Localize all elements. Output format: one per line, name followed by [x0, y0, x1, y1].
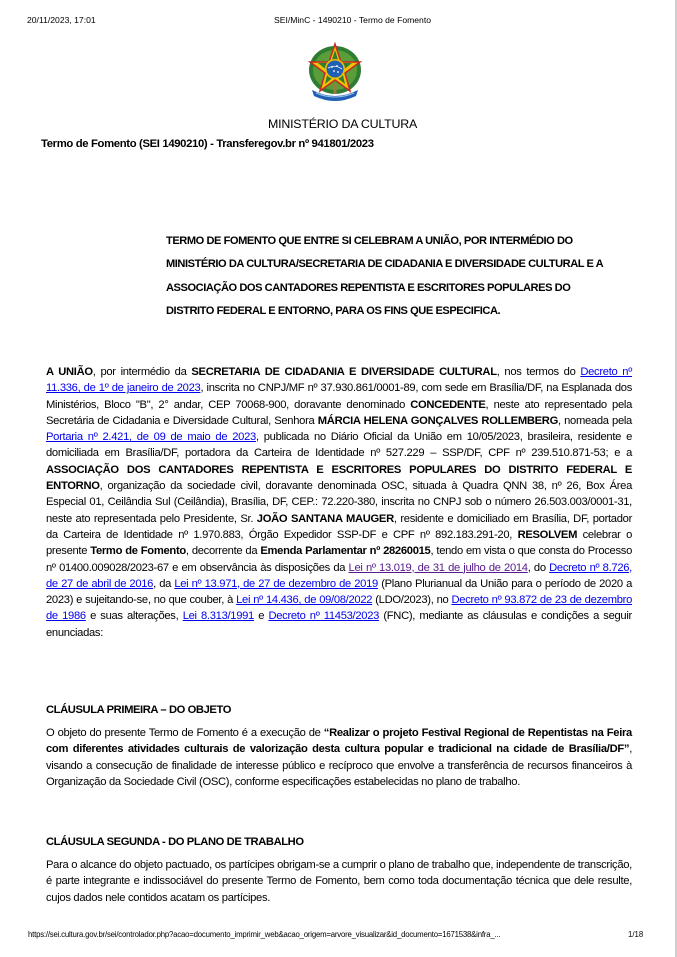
- print-url: https://sei.cultura.gov.br/sei/controlador.php?acao=documento_imprimir_web&acao_origem=arvore_visualizar&id_documento=1671538&infra_...: [28, 930, 501, 939]
- link-lei-14436[interactable]: Lei nº 14.436, de 09/08/2022: [236, 594, 373, 607]
- name-presidente: JOÃO SANTANA MAUGER: [256, 512, 394, 525]
- clause-1-paragraph: [46, 725, 632, 790]
- text: , nos termos do: [496, 366, 581, 378]
- object-description: “Realizar o projeto Festival Regional de Repentistas na Feira com diferentes atividades culturais de valorização desta cultura popular e tradicional na cidade de Brasília/DF”: [46, 727, 632, 756]
- text: celebrar o presente: [46, 528, 632, 558]
- page-number: 1/18: [628, 930, 644, 939]
- text: , por intermédio da: [92, 366, 192, 378]
- name-secretaria: MÁRCIA HELENA GONÇALVES ROLLEMBERG: [317, 414, 558, 427]
- link-decreto-11336[interactable]: Decreto nº 11.336, de 1º de janeiro de 2023: [46, 366, 632, 395]
- clause-2-paragraph: Para o alcance do objeto pactuado, os partícipes obrigam-se a cumprir o plano de trabalho que, independente de transcrição, é parte integrante e indissociável do presente Termo de Fomento, bem como toda documentação técnica que dele resulte, cujos dados nele contidos acatam os partícipes.: [46, 859, 632, 904]
- text: , visando a consecução de finalidade de interesse público e recíproco que envolve a transferência de recursos financeiros à Organização da Sociedade Civil (OSC), conforme especificações estabelecidas no plano de trabalho.: [46, 743, 632, 788]
- document-ementa: TERMO DE FOMENTO QUE ENTRE SI CELEBRAM A UNIÃO, POR INTERMÉDIO DO MINISTÉRIO DA CULTURA/SECRETARIA DE CIDADANIA E DIVERSIDADE CULTURAL E A ASSOCIAÇÃO DOS CANTADORES REPENTISTA E ESCRITORES POPULARES DO DISTRITO FEDERAL E ENTORNO, PARA OS FINS QUE ESPECIFICA.: [166, 235, 603, 317]
- text: , inscrita no CNPJ/MF nº 37.930.861/0001-89, com sede em Brasília/DF, na Esplanada dos Ministérios, Bloco "B", 2° andar, CEP 70068-900, doravante denominado: [46, 382, 632, 411]
- text: O objeto do presente Termo de Fomento é a execução de: [46, 727, 324, 739]
- text: , tendo em vista o que consta do Processo nº 01400.009028/2023-67 e em observância às disposições da: [46, 545, 632, 574]
- text: (Plano Plurianual da União para o período de 2020 a 2023) e sujeitando-se, no que couber, à: [46, 577, 632, 607]
- party-secretaria: SECRETARIA DE CIDADANIA E DIVERSIDADE CULTURAL: [191, 366, 497, 378]
- ministry-name: MINISTÉRIO DA CULTURA: [267, 117, 418, 131]
- document-identifier: Termo de Fomento (SEI 1490210) - Transferegov.br nº 941801/2023: [41, 138, 374, 150]
- link-portaria-2421[interactable]: Portaria nº 2.421, de 09 de maio de 2023: [46, 431, 256, 444]
- link-decreto-11453[interactable]: Decreto nº 11453/2023: [268, 610, 380, 623]
- text: , neste ato representado pela Secretária de Cidadania e Diversidade Cultural, Senhora: [46, 398, 632, 427]
- text: (FNC), mediante as cláusulas e condições a seguir enunciadas:: [46, 610, 632, 639]
- emenda-parlamentar: Emenda Parlamentar nº 28260015: [260, 545, 431, 558]
- text: , nomeada pela: [557, 414, 632, 427]
- text: , decorrente da: [185, 545, 261, 558]
- resolvem: RESOLVEM: [517, 528, 578, 541]
- brazil-coat-of-arms-icon: [304, 40, 366, 104]
- text: , da: [153, 577, 175, 590]
- link-decreto-93872[interactable]: Decreto nº 93.872 de 23 de dezembro de 1986: [46, 594, 632, 623]
- party-associacao: ASSOCIAÇÃO DOS CANTADORES REPENTISTA E ESCRITORES POPULARES DO DISTRITO FEDERAL E ENTORNO: [46, 463, 632, 493]
- print-datetime: 20/11/2023, 17:01: [27, 15, 96, 25]
- text: , do: [527, 561, 550, 574]
- link-lei-13971[interactable]: Lei nº 13.971, de 27 de dezembro de 2019: [174, 577, 378, 590]
- termo-de-fomento: Termo de Fomento: [90, 545, 186, 558]
- clause-2-heading: CLÁUSULA SEGUNDA - DO PLANO DE TRABALHO: [46, 836, 304, 848]
- text: , organização da sociedade civil, doravante denominada OSC, situada à Quadra QNN 38, nº 26, Box Área Especial 01, Ceilândia Sul (Ceilândia), Brasília, DF, CEP.: 72.220-380, inscrita no CNPJ sob o número 26.503.003/0001-31, neste ato representada pelo Presidente, Sr.: [46, 480, 632, 525]
- text: , publicada no Diário Oficial da União em 10/05/2023, brasileira, residente e domiciliada em Brasília/DF, portadora da Carteira de Identidade nº 527.229 – SSP/DF, CPF nº 239.510.871-53; e a: [46, 431, 632, 460]
- print-doc-title: SEI/MinC - 1490210 - Termo de Fomento: [274, 15, 431, 25]
- text: e: [253, 610, 269, 623]
- text: , residente e domiciliado em Brasília, DF, portador da Carteira de Identidade nº 1.970.883, Órgão Expedidor SSP-DF e CPF nº 892.183.291-20,: [46, 512, 632, 541]
- clause-1-heading: CLÁUSULA PRIMEIRA – DO OBJETO: [46, 704, 232, 716]
- link-decreto-8726[interactable]: Decreto nº 8.726, de 27 de abril de 2016: [46, 561, 632, 590]
- role-concedente: CONCEDENTE: [410, 398, 486, 411]
- link-lei-13019[interactable]: Lei nº 13.019, de 31 de julho de 2014: [348, 561, 528, 574]
- preamble-paragraph: [46, 364, 632, 641]
- party-uniao: A UNIÃO: [46, 366, 93, 378]
- link-lei-8313[interactable]: Lei 8.313/1991: [182, 610, 254, 623]
- text: (LDO/2023), no: [372, 594, 452, 607]
- text: e suas alterações,: [85, 610, 183, 623]
